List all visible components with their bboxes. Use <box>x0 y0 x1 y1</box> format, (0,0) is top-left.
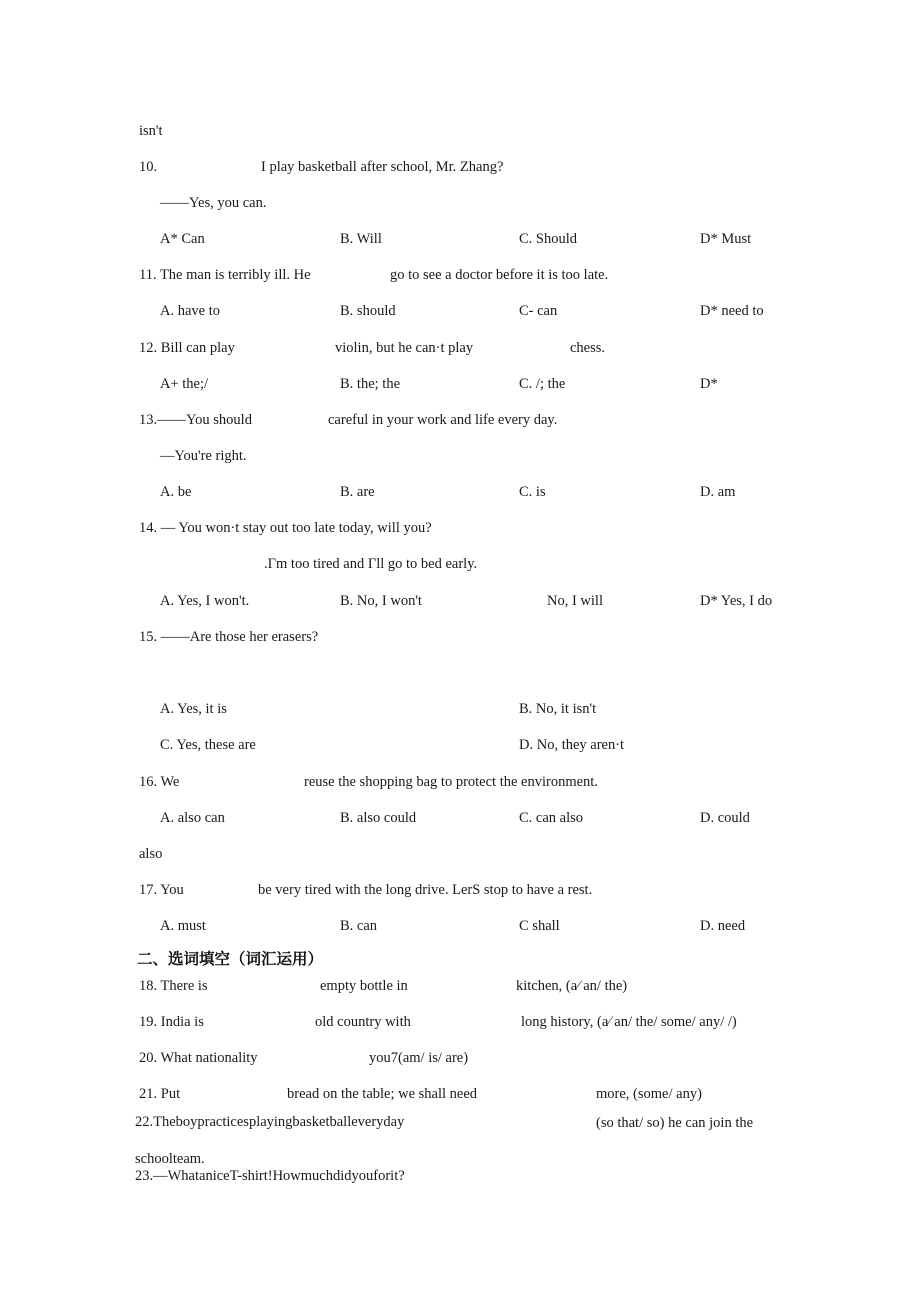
text-line: kitchen, (a⁄ an/ the) <box>516 978 628 994</box>
text-line: old country with <box>315 1014 411 1030</box>
text-line: schoolteam. <box>135 1151 205 1167</box>
text-line: B. should <box>340 303 396 319</box>
text-line: 11. The man is terribly ill. He <box>139 267 311 283</box>
text-line: violin, but he can·t play <box>335 340 474 356</box>
text-line: D* <box>700 376 718 392</box>
text-line: bread on the table; we shall need <box>287 1086 478 1102</box>
text-line: 13.——You should <box>139 412 252 428</box>
text-line: No, I will <box>547 593 603 609</box>
text-line: also <box>139 846 163 862</box>
text-line: A. Yes, I won't. <box>160 593 250 609</box>
text-line: 12. Bill can play <box>139 340 235 356</box>
text-line: D* Must <box>700 231 752 247</box>
text-line: B. can <box>340 918 378 934</box>
text-line: (so that/ so) he can join the <box>596 1115 754 1131</box>
text-line: 23.—WhataniceT-shirt!Howmuchdidyouforit? <box>135 1168 405 1184</box>
text-line: 14. — You won·t stay out too late today, will you? <box>139 520 432 536</box>
section-heading: 二、选词填空（词汇运用） <box>137 950 324 968</box>
text-line: C. /; the <box>519 376 566 392</box>
text-line: 10. <box>139 159 158 175</box>
text-line: D. am <box>700 484 736 500</box>
text-line: .Γm too tired and Γll go to bed early. <box>264 556 478 572</box>
text-line: you7(am/ is/ are) <box>369 1050 469 1066</box>
text-line: B. No, it isn't <box>519 701 597 717</box>
text-line: A. be <box>160 484 192 500</box>
text-line: —You're right. <box>160 448 247 464</box>
text-line: 16. We <box>139 774 180 790</box>
text-line: 18. There is <box>139 978 208 994</box>
text-line: D* need to <box>700 303 764 319</box>
text-line: 22.Theboypracticesplayingbasketballeveryday <box>135 1114 405 1130</box>
text-line: B. Will <box>340 231 382 247</box>
text-line: B. No, I won't <box>340 593 422 609</box>
text-line: C. is <box>519 484 546 500</box>
text-line: I play basketball after school, Mr. Zhang? <box>261 159 504 175</box>
text-line: be very tired with the long drive. LerS stop to have a rest. <box>258 882 593 898</box>
text-line: C. Should <box>519 231 578 247</box>
text-line: 20. What nationality <box>139 1050 258 1066</box>
text-line: C- can <box>519 303 558 319</box>
text-line: go to see a doctor before it is too late. <box>390 267 609 283</box>
text-line: careful in your work and life every day. <box>328 412 558 428</box>
text-line: isn't <box>139 123 163 139</box>
text-line: B. the; the <box>340 376 401 392</box>
text-line: D* Yes, I do <box>700 593 773 609</box>
text-line: empty bottle in <box>320 978 408 994</box>
text-line: C shall <box>519 918 560 934</box>
text-line: A. must <box>160 918 206 934</box>
text-line: chess. <box>570 340 606 356</box>
text-line: B. also could <box>340 810 417 826</box>
text-line: 15. ——Are those her erasers? <box>139 629 319 645</box>
text-line: 19. India is <box>139 1014 204 1030</box>
text-line: C. Yes, these are <box>160 737 256 753</box>
text-line: ——Yes, you can. <box>160 195 267 211</box>
text-line: A* Can <box>160 231 205 247</box>
text-line: D. need <box>700 918 746 934</box>
text-line: more, (some/ any) <box>596 1086 702 1102</box>
text-line: 17. You <box>139 882 184 898</box>
text-line: A. also can <box>160 810 225 826</box>
text-line: A+ the;/ <box>160 376 209 392</box>
text-line: A. Yes, it is <box>160 701 227 717</box>
text-line: D. No, they aren·t <box>519 737 625 753</box>
text-line: B. are <box>340 484 375 500</box>
text-line: A. have to <box>160 303 220 319</box>
text-line: reuse the shopping bag to protect the environment. <box>304 774 598 790</box>
text-line: C. can also <box>519 810 584 826</box>
text-line: 21. Put <box>139 1086 181 1102</box>
text-line: D. could <box>700 810 750 826</box>
text-line: long history, (a⁄ an/ the/ some/ any/ /) <box>521 1014 737 1030</box>
